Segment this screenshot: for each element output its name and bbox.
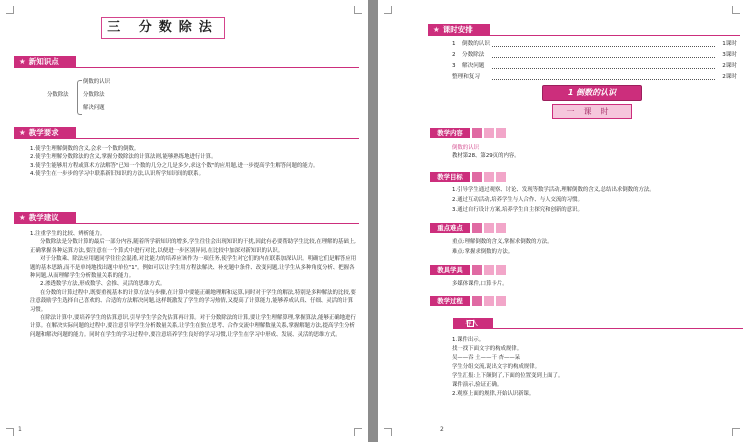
diagram-root: 分数除法 [47,92,69,98]
tag-square [484,223,494,233]
crop-mark [384,6,392,14]
tools-text: 多媒体课件,口算卡片。 [452,281,508,287]
process-line: 学生分组交流,说出文字的构成规律。 [452,364,540,370]
goal-item: 2.通过互动活动,培养学生与人合作、与人交流的习惯。 [452,197,583,203]
tag-square [496,265,506,275]
tag-square [496,172,506,182]
leader-dots [492,79,715,80]
page-number: 2 [440,426,444,433]
tag-square [484,296,494,306]
tag-content: 教学内容 [430,128,470,138]
diagram-branch: 分数除法 [83,92,105,98]
schedule-hours: 3课时 [722,52,737,58]
tag-goals: 教学目标 [430,172,470,182]
requirement-item: 4.使学生在一步步的学习中联系新旧知识的方法,认识所学知识间的联系。 [30,171,204,178]
suggestion-paragraph: 在除法计算中,要培养学生的估算意识,引导学生学会先估算再计算。对于分数除法的计算,要让学生理解算理,掌握算法,能够正确地进行计算。在解决实际问题的过程中,要注意引导学生分析数量关系,让学生在独立思考、合作交流中理解数量关系,掌握解题方法,提高学生分析问题和解决问题的能力。同时在学生的学习过程中,要注意培养学生良好的学习习惯,让学生在学习中形成、发展、灵活的思维方式。 [30,315,356,338]
suggestion-paragraph: 1.注重学生的比较、辨析能力。 [30,231,106,237]
tag-square [472,223,482,233]
unit-banner-text: 1 倒数的认识 [567,88,617,97]
crop-mark [732,428,740,436]
suggestion-paragraph: 对于分数乘、除法应用题同学往往会混淆,对比能力的培养应该作为一项任务,使学生对它们的内在联系加深认识。明确它们是解答应用题的基本思路,而不是单纯地找出题中单位"1"。例如可以让学生用方程法解决、补充题中条件、改变问题,让学生从多种角度分析、把握各种问题,从而理解学生分析数量关系的能力。 [30,256,357,280]
schedule-num: 2 [452,52,456,58]
star-icon: ★ [19,213,26,222]
crop-mark [354,6,362,14]
schedule-label: 整理和复习 [452,74,480,80]
requirement-item: 1.使学生理解倒数的含义,会求一个数的倒数。 [30,146,140,152]
process-line: 吴——吞 土——干 杏——呆 [452,355,521,361]
crop-mark [6,6,14,14]
intro-bar [453,318,743,329]
unit-banner [542,85,642,101]
schedule-row [452,62,737,71]
section-suggestions [14,212,359,224]
chapter-title [101,17,225,39]
page-number: 1 [18,426,22,433]
section-title: 新知识点 [28,57,59,66]
schedule-row [452,40,737,49]
process-line: 1.课件出示。 [452,337,485,343]
intro-label: 导入 [465,319,478,327]
content-text: 教材第28、第29页的内容。 [452,153,520,159]
tag-process: 教学过程 [430,296,470,306]
suggestion-paragraph: 在分数的计算过程中,既要重视基本的计算方法与步骤,在计算中要能正确地理解和运算,同时对于学生的解法,特别是多种解法的比较,要注意鼓励学生选择自己喜欢的、合适的方法解决问题,这样既激发了学生的学习热情,又提高了计算能力,能够养成认真、仔细、灵活的计算习惯。 [30,289,356,313]
tag-tools: 教具学具 [430,265,470,275]
star-icon: ★ [19,57,26,66]
tag-square [472,128,482,138]
goal-item: 3.通过自行设计方案,培养学生自主探究和创新的意识。 [452,207,583,213]
diagram-brace [77,80,82,115]
content-title: 倒数的认识 [452,145,479,151]
suggestions-body [30,230,358,420]
schedule-hours: 2课时 [722,63,737,69]
tag-square [496,223,506,233]
square-icon [467,320,474,327]
requirements-list [30,145,358,179]
tag-square [472,296,482,306]
tag-square [496,296,506,306]
schedule-num: 1 [452,41,456,47]
requirement-item: 2.使学生理解分数除法的含义,掌握分数除法的计算法则,能够熟练地进行计算。 [30,154,217,161]
tag-square [484,172,494,182]
crop-mark [354,428,362,436]
process-line: 2.观察上面的规律,开始认识新课。 [452,391,535,397]
diagram-branch: 解决问题 [83,105,105,111]
key-item: 难点:掌握求倒数的方法。 [452,249,514,255]
tag-square [472,172,482,182]
crop-mark [6,428,14,436]
diagram-branch: 倒数的认识 [83,79,110,85]
crop-mark [732,6,740,14]
section-title: 教学要求 [28,128,59,137]
section-title: 教学建议 [28,213,59,222]
schedule-label: 解决问题 [462,63,485,69]
leader-dots [492,68,715,69]
schedule-num: 3 [452,63,456,69]
section-schedule [428,24,740,36]
schedule-row [452,73,737,82]
tag-square [484,128,494,138]
suggestion-paragraph: 2.渗透数学方法,形成数学、会推、灵活的思维方式。 [40,281,166,288]
tag-square [472,265,482,275]
goal-item: 1.引导学生通过观察、讨论、发现等数学活动,理解倒数的含义,总结出求倒数的方法。 [452,187,655,193]
suggestion-paragraph: 分数除法是分数计算的最后一部分内容,随着所学新知识的增多,学生往往会出现知识的干扰,因此有必要帮助学生比较,在理解的基础上,正确掌握各种运算方法,要注意在一个算式中进行对比,以便进一步区别异同,在比较中加深对新知识的认识。 [30,239,356,254]
schedule-label: 分数除法 [462,52,485,58]
schedule-hours: 2课时 [722,74,737,80]
lesson-box [552,104,632,119]
process-line: 课件演示,验证正确。 [452,382,503,388]
schedule-label: 倒数的认识 [462,41,490,47]
process-line: 学生汇报:上下颠倒了,下面的位置变到上面了。 [452,373,564,379]
tag-keys: 重点难点 [430,223,470,233]
schedule-hours: 1课时 [722,41,737,47]
schedule-row [452,51,737,60]
left-page [0,0,368,442]
tag-square [496,128,506,138]
lesson-text: 一课时 [566,107,618,116]
star-icon: ★ [19,128,26,137]
process-line: 找一找下面文字的构成规律。 [452,346,523,352]
tag-square [484,265,494,275]
crop-mark [384,428,392,436]
leader-dots [492,57,715,58]
chapter-title-text: 三 分数除法 [107,20,219,35]
star-icon: ★ [433,25,440,34]
section-requirements [14,127,359,139]
section-knowledge [14,56,359,68]
key-item: 重点:理解倒数的含义,掌握求倒数的方法。 [452,239,553,245]
leader-dots [492,46,715,47]
requirement-item: 3.使学生能够用方程或算术方法解答"已知一个数的几分之几是多少,求这个数"的应用题,进一步提高学生解答问题的能力。 [30,162,319,169]
section-title: 课时安排 [442,25,473,34]
